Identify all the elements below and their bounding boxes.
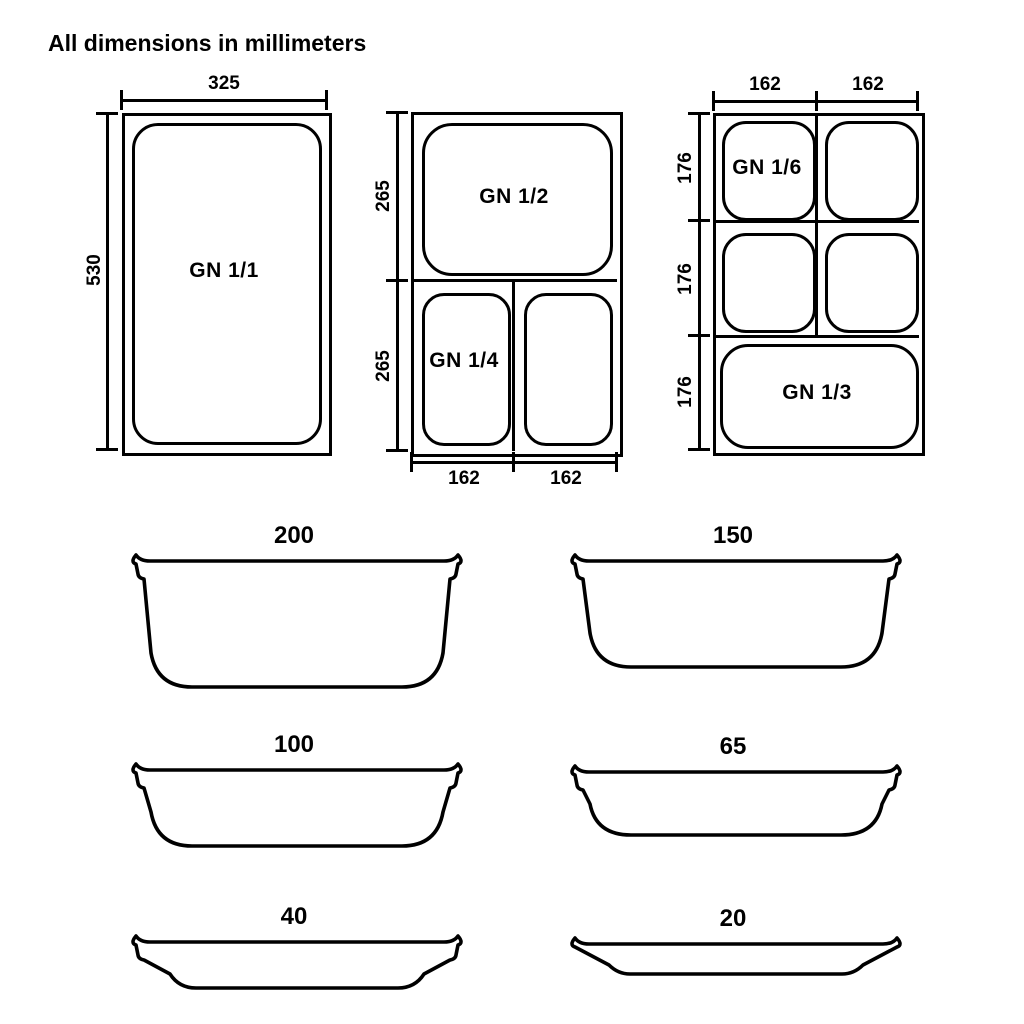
gn16-gn13-height-dim-tick-2 bbox=[688, 219, 710, 222]
gn12-label: GN 1/2 bbox=[479, 185, 549, 208]
gn16-gn13-height-dim-line bbox=[698, 113, 701, 450]
gn16-width-dim-tick-left bbox=[712, 91, 715, 111]
gn11-height-dim-line bbox=[106, 113, 109, 450]
gn16-pan-outline-r1c2 bbox=[825, 121, 919, 221]
gn11-width-dim-line bbox=[121, 99, 327, 102]
pan-cross-section-65 bbox=[566, 763, 906, 843]
gn16-width-dim-tick-mid bbox=[815, 91, 818, 111]
gn11-height-dim-tick-bottom bbox=[96, 448, 118, 451]
gn14-width-dim-label-right: 162 bbox=[550, 468, 582, 489]
gn12-gn14-height-dim-line bbox=[396, 112, 399, 451]
profile-200 bbox=[127, 522, 461, 695]
gn12-gn14-width-dim-tick-right bbox=[615, 452, 618, 472]
gn11-width-dim-tick-right bbox=[325, 90, 328, 110]
gn12-gn14-width-dim-tick-left bbox=[410, 452, 413, 472]
gn14-label: GN 1/4 bbox=[429, 349, 499, 372]
gn16-gn13-height-dim-tick-3 bbox=[688, 334, 710, 337]
gn16-width-dim-label-right: 162 bbox=[852, 74, 884, 95]
profile-20-label: 20 bbox=[719, 905, 747, 932]
gn16-height-dim-label-row3: 176 bbox=[675, 376, 696, 408]
gn11-pan-outline bbox=[132, 123, 322, 445]
page-title: All dimensions in millimeters bbox=[48, 30, 367, 56]
gn14-width-dim-label-left: 162 bbox=[448, 468, 480, 489]
gn16-pan-outline-r2c1 bbox=[722, 233, 816, 333]
gn12-gn14-height-dim-tick-bottom bbox=[386, 449, 408, 452]
gn11-height-dim-label: 530 bbox=[84, 254, 105, 286]
gn14-right-pan-outline bbox=[524, 293, 613, 446]
gn12-gn14-height-dim-tick-mid bbox=[386, 279, 408, 282]
pan-cross-section-200 bbox=[127, 552, 467, 695]
profile-40 bbox=[127, 903, 461, 996]
gn16-width-dim-tick-right bbox=[916, 91, 919, 111]
gn11-height-dim-tick-top bbox=[96, 112, 118, 115]
gn16-pan-outline-r2c2 bbox=[825, 233, 919, 333]
profile-200-label: 200 bbox=[273, 522, 315, 549]
gn16-width-dim-label-left: 162 bbox=[749, 74, 781, 95]
pan-cross-section-100 bbox=[127, 761, 467, 854]
gn16-gn13-height-dim-tick-1 bbox=[688, 112, 710, 115]
pan-cross-section-150 bbox=[566, 552, 906, 675]
gn12-gn14-height-dim-tick-top bbox=[386, 111, 408, 114]
gn14-height-dim-label: 265 bbox=[373, 350, 394, 382]
gn11-label: GN 1/1 bbox=[189, 259, 259, 282]
gn16-gn13-height-dim-tick-4 bbox=[688, 448, 710, 451]
gn16-height-dim-label-row1: 176 bbox=[675, 152, 696, 184]
profile-20 bbox=[566, 905, 900, 982]
profile-40-label: 40 bbox=[280, 903, 308, 930]
profile-150 bbox=[566, 522, 900, 675]
gn13-label: GN 1/3 bbox=[782, 381, 852, 404]
pan-cross-section-40 bbox=[127, 933, 467, 996]
profile-100-label: 100 bbox=[273, 731, 315, 758]
profile-65 bbox=[566, 733, 900, 843]
gn16-height-dim-label-row2: 176 bbox=[675, 263, 696, 295]
profile-150-label: 150 bbox=[712, 522, 754, 549]
gn12-gn14-v-divider bbox=[512, 281, 515, 451]
profile-65-label: 65 bbox=[719, 733, 747, 760]
pan-cross-section-20 bbox=[566, 935, 906, 982]
gn11-width-dim-label: 325 bbox=[208, 73, 240, 94]
profile-100 bbox=[127, 731, 461, 854]
gn12-height-dim-label: 265 bbox=[373, 180, 394, 212]
gn16-label: GN 1/6 bbox=[732, 156, 802, 179]
gn11-width-dim-tick-left bbox=[120, 90, 123, 110]
gn12-gn14-width-dim-tick-mid bbox=[512, 452, 515, 472]
